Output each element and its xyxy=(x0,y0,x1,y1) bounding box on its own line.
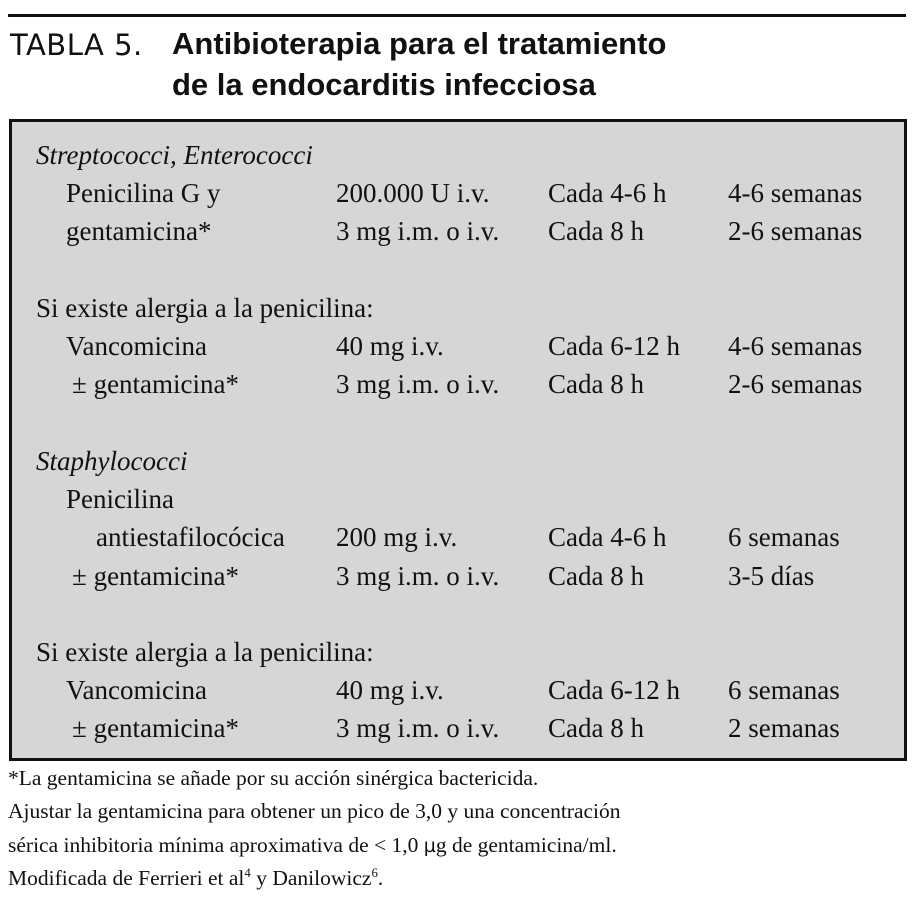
cell-dose: 3 mg i.m. o i.v. xyxy=(336,369,500,400)
cell-dose: 3 mg i.m. o i.v. xyxy=(336,560,500,591)
cell-duration: 2 semanas xyxy=(728,713,840,744)
footnote-1: *La gentamicina se añade por su acción sinérgica bactericida. xyxy=(8,766,539,790)
mu-symbol: µ xyxy=(423,835,436,857)
cell-drug: ± gentamicina* xyxy=(72,560,240,591)
section-header: Staphylococci xyxy=(36,446,188,476)
cell-drug: antiestafilocócica xyxy=(96,522,285,553)
table-box xyxy=(9,119,907,761)
cell-dose: 3 mg i.m. o i.v. xyxy=(336,713,500,744)
footnote-3-text: sérica inhibitoria mínima aproximativa de < 1,0 xyxy=(8,833,419,857)
cell-drug: Penicilina G y xyxy=(66,178,221,209)
table-title-continued: de la endocarditis infecciosa xyxy=(172,67,596,102)
section-header: Streptococci, Enterococci xyxy=(36,140,313,170)
cell-duration: 4-6 semanas xyxy=(728,331,863,362)
cell-duration: 3-5 días xyxy=(728,560,815,591)
cell-duration: 2-6 semanas xyxy=(728,369,863,400)
cell-dose: 40 mg i.v. xyxy=(336,675,444,706)
cell-freq: Cada 8 h xyxy=(548,369,644,400)
cell-dose: 200 mg i.v. xyxy=(336,522,458,553)
cell-dose: 200.000 U i.v. xyxy=(336,178,490,209)
cell-drug: gentamicina* xyxy=(66,216,212,247)
cell-freq: Cada 8 h xyxy=(548,713,644,744)
table-title-line2 xyxy=(172,67,596,103)
cell-freq: Cada 6-12 h xyxy=(548,675,680,706)
table-label: TABLA 5. xyxy=(10,28,143,62)
cell-dose: 40 mg i.v. xyxy=(336,331,444,362)
footnote-4-text: Modificada de Ferrieri et al xyxy=(8,866,245,890)
cell-freq: Cada 8 h xyxy=(548,560,644,591)
cell-freq: Cada 4-6 h xyxy=(548,178,667,209)
cell-duration: 4-6 semanas xyxy=(728,178,863,209)
footnote-ref-4: 4 xyxy=(244,865,251,880)
footnote-4-text-b: y Danilowicz xyxy=(250,866,372,890)
cell-drug: ± gentamicina* xyxy=(72,713,240,744)
footnote-4-end: . xyxy=(377,866,384,890)
cell-drug: Vancomicina xyxy=(66,331,207,362)
cell-dose: 3 mg i.m. o i.v. xyxy=(336,216,500,247)
cell-freq: Cada 6-12 h xyxy=(548,331,680,362)
cell-freq: Cada 4-6 h xyxy=(548,522,667,553)
cell-drug: Vancomicina xyxy=(66,675,207,706)
table-title-line1 xyxy=(10,26,667,62)
section-header: Si existe alergia a la penicilina: xyxy=(36,293,374,323)
footnote-3-unit: g de gentamicina/ml. xyxy=(435,833,617,857)
section-header: Si existe alergia a la penicilina: xyxy=(36,637,374,667)
cell-drug: Penicilina xyxy=(66,484,174,515)
cell-duration: 6 semanas xyxy=(728,522,840,553)
table-title: Antibioterapia para el tratamiento xyxy=(172,26,667,61)
footnote-2: Ajustar la gentamicina para obtener un pico de 3,0 y una concentración xyxy=(8,799,621,823)
top-rule xyxy=(8,14,906,17)
footnote-ref-6: 6 xyxy=(371,865,378,880)
cell-drug: ± gentamicina* xyxy=(72,369,240,400)
cell-freq: Cada 8 h xyxy=(548,216,644,247)
footnote-3 xyxy=(8,833,617,858)
footnote-4 xyxy=(8,866,383,891)
cell-duration: 2-6 semanas xyxy=(728,216,863,247)
cell-duration: 6 semanas xyxy=(728,675,840,706)
